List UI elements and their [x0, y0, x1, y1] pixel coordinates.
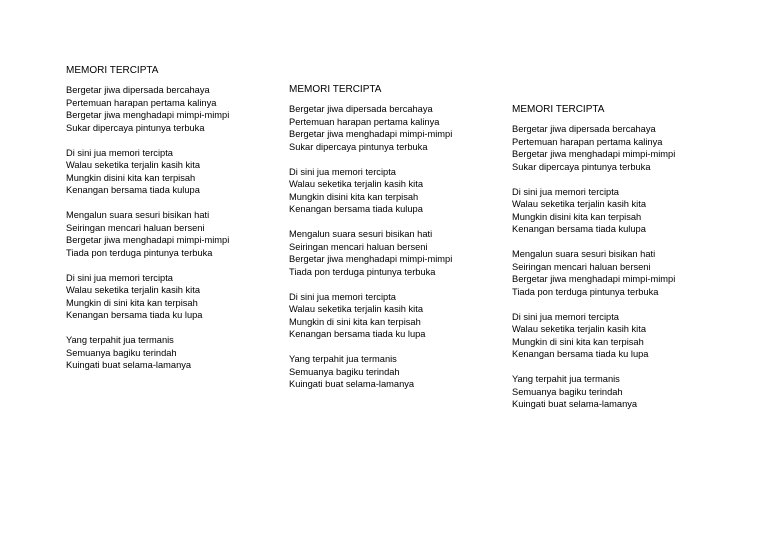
lyric-line: Yang terpahit jua termanis — [512, 374, 620, 384]
lyric-line: Mengalun suara sesuri bisikan hati — [512, 249, 656, 259]
lyric-line: Sukar dipercaya pintunya terbuka — [66, 122, 205, 133]
lyric-line: Tiada pon terduga pintunya terbuka — [512, 286, 659, 297]
lyric-line: Mungkin disini kita kan terpisah — [512, 211, 642, 222]
lyric-line: Di sini jua memori tercipta — [512, 311, 619, 322]
lyric-line: Di sini jua memori tercipta — [66, 272, 173, 283]
lyric-line: Yang terpahit jua termanis — [289, 354, 397, 364]
lyric-line: Bergetar jiwa menghadapi mimpi-mimpi — [512, 274, 676, 284]
stanza — [66, 209, 296, 259]
lyric-line: Tiada pon terduga pintunya terbuka — [66, 247, 213, 258]
lyric-line: Bergetar jiwa menghadapi mimpi-mimpi — [66, 110, 230, 120]
lyric-column-2 — [289, 83, 519, 391]
lyric-line: Kenangan bersama tiada kulupa — [512, 224, 646, 234]
lyric-line: Kenangan bersama tiada ku lupa — [512, 349, 649, 359]
lyric-line: Semuanya bagiku terindah — [66, 347, 177, 358]
lyric-line: Kuingati buat selama-lamanya — [289, 379, 415, 389]
lyric-line: Mungkin disini kita kan terpisah — [289, 191, 419, 202]
lyric-line: Kuingati buat selama-lamanya — [512, 399, 638, 409]
stanza — [289, 353, 519, 391]
lyric-line: Di sini jua memori tercipta — [289, 166, 396, 177]
lyric-column-3 — [512, 103, 742, 411]
stanza — [289, 103, 519, 153]
lyric-line: Semuanya bagiku terindah — [289, 366, 400, 377]
lyric-line: Bergetar jiwa menghadapi mimpi-mimpi — [512, 149, 676, 159]
lyric-line: Walau seketika terjalin kasih kita — [289, 304, 424, 314]
stanza — [66, 147, 296, 197]
lyric-line: Bergetar jiwa dipersada bercahaya — [66, 85, 210, 95]
lyric-line: Kuingati buat selama-lamanya — [66, 360, 192, 370]
stanza — [512, 186, 742, 236]
stanza — [512, 373, 742, 411]
lyric-line: Mungkin di sini kita kan terpisah — [289, 316, 421, 327]
lyric-line: Bergetar jiwa menghadapi mimpi-mimpi — [289, 129, 453, 139]
lyric-line: Di sini jua memori tercipta — [66, 147, 173, 158]
lyric-title: MEMORI TERCIPTA — [66, 65, 159, 76]
lyric-line: Walau seketika terjalin kasih kita — [512, 199, 647, 209]
stanza — [66, 84, 296, 134]
lyric-line: Walau seketika terjalin kasih kita — [289, 179, 424, 189]
lyric-line: Yang terpahit jua termanis — [66, 335, 174, 345]
lyric-column-1 — [66, 64, 296, 372]
stanza — [512, 248, 742, 298]
lyric-line: Pertemuan harapan pertama kalinya — [512, 136, 663, 147]
lyric-line: Walau seketika terjalin kasih kita — [66, 285, 201, 295]
stanza — [66, 334, 296, 372]
lyric-line: Pertemuan harapan pertama kalinya — [66, 97, 217, 108]
lyric-line: Mungkin disini kita kan terpisah — [66, 172, 196, 183]
stanza — [512, 311, 742, 361]
lyric-line: Mungkin di sini kita kan terpisah — [66, 297, 198, 308]
lyric-line: Semuanya bagiku terindah — [512, 386, 623, 397]
lyric-line: Di sini jua memori tercipta — [512, 186, 619, 197]
lyric-line: Pertemuan harapan pertama kalinya — [289, 116, 440, 127]
lyric-line: Mungkin di sini kita kan terpisah — [512, 336, 644, 347]
lyric-line: Sukar dipercaya pintunya terbuka — [512, 161, 651, 172]
lyric-line: Kenangan bersama tiada ku lupa — [66, 310, 203, 320]
lyric-line: Tiada pon terduga pintunya terbuka — [289, 266, 436, 277]
lyric-line: Bergetar jiwa menghadapi mimpi-mimpi — [289, 254, 453, 264]
stanza — [289, 166, 519, 216]
lyric-line: Kenangan bersama tiada kulupa — [66, 185, 200, 195]
lyric-line: Bergetar jiwa menghadapi mimpi-mimpi — [66, 235, 230, 245]
lyric-line: Walau seketika terjalin kasih kita — [512, 324, 647, 334]
stanza — [512, 123, 742, 173]
lyric-line: Mengalun suara sesuri bisikan hati — [289, 229, 433, 239]
lyric-line: Di sini jua memori tercipta — [289, 291, 396, 302]
stanza — [66, 272, 296, 322]
lyric-line: Seiringan mencari haluan berseni — [289, 241, 428, 252]
stanza — [289, 228, 519, 278]
lyric-line: Bergetar jiwa dipersada bercahaya — [289, 104, 433, 114]
lyric-line: Bergetar jiwa dipersada bercahaya — [512, 124, 656, 134]
lyric-line: Seiringan mencari haluan berseni — [512, 261, 651, 272]
lyric-line: Kenangan bersama tiada kulupa — [289, 204, 423, 214]
lyric-title: MEMORI TERCIPTA — [512, 104, 605, 115]
lyric-title: MEMORI TERCIPTA — [289, 84, 382, 95]
lyric-line: Kenangan bersama tiada ku lupa — [289, 329, 426, 339]
lyric-line: Sukar dipercaya pintunya terbuka — [289, 141, 428, 152]
lyric-line: Mengalun suara sesuri bisikan hati — [66, 210, 210, 220]
lyric-line: Walau seketika terjalin kasih kita — [66, 160, 201, 170]
stanza — [289, 291, 519, 341]
lyric-line: Seiringan mencari haluan berseni — [66, 222, 205, 233]
